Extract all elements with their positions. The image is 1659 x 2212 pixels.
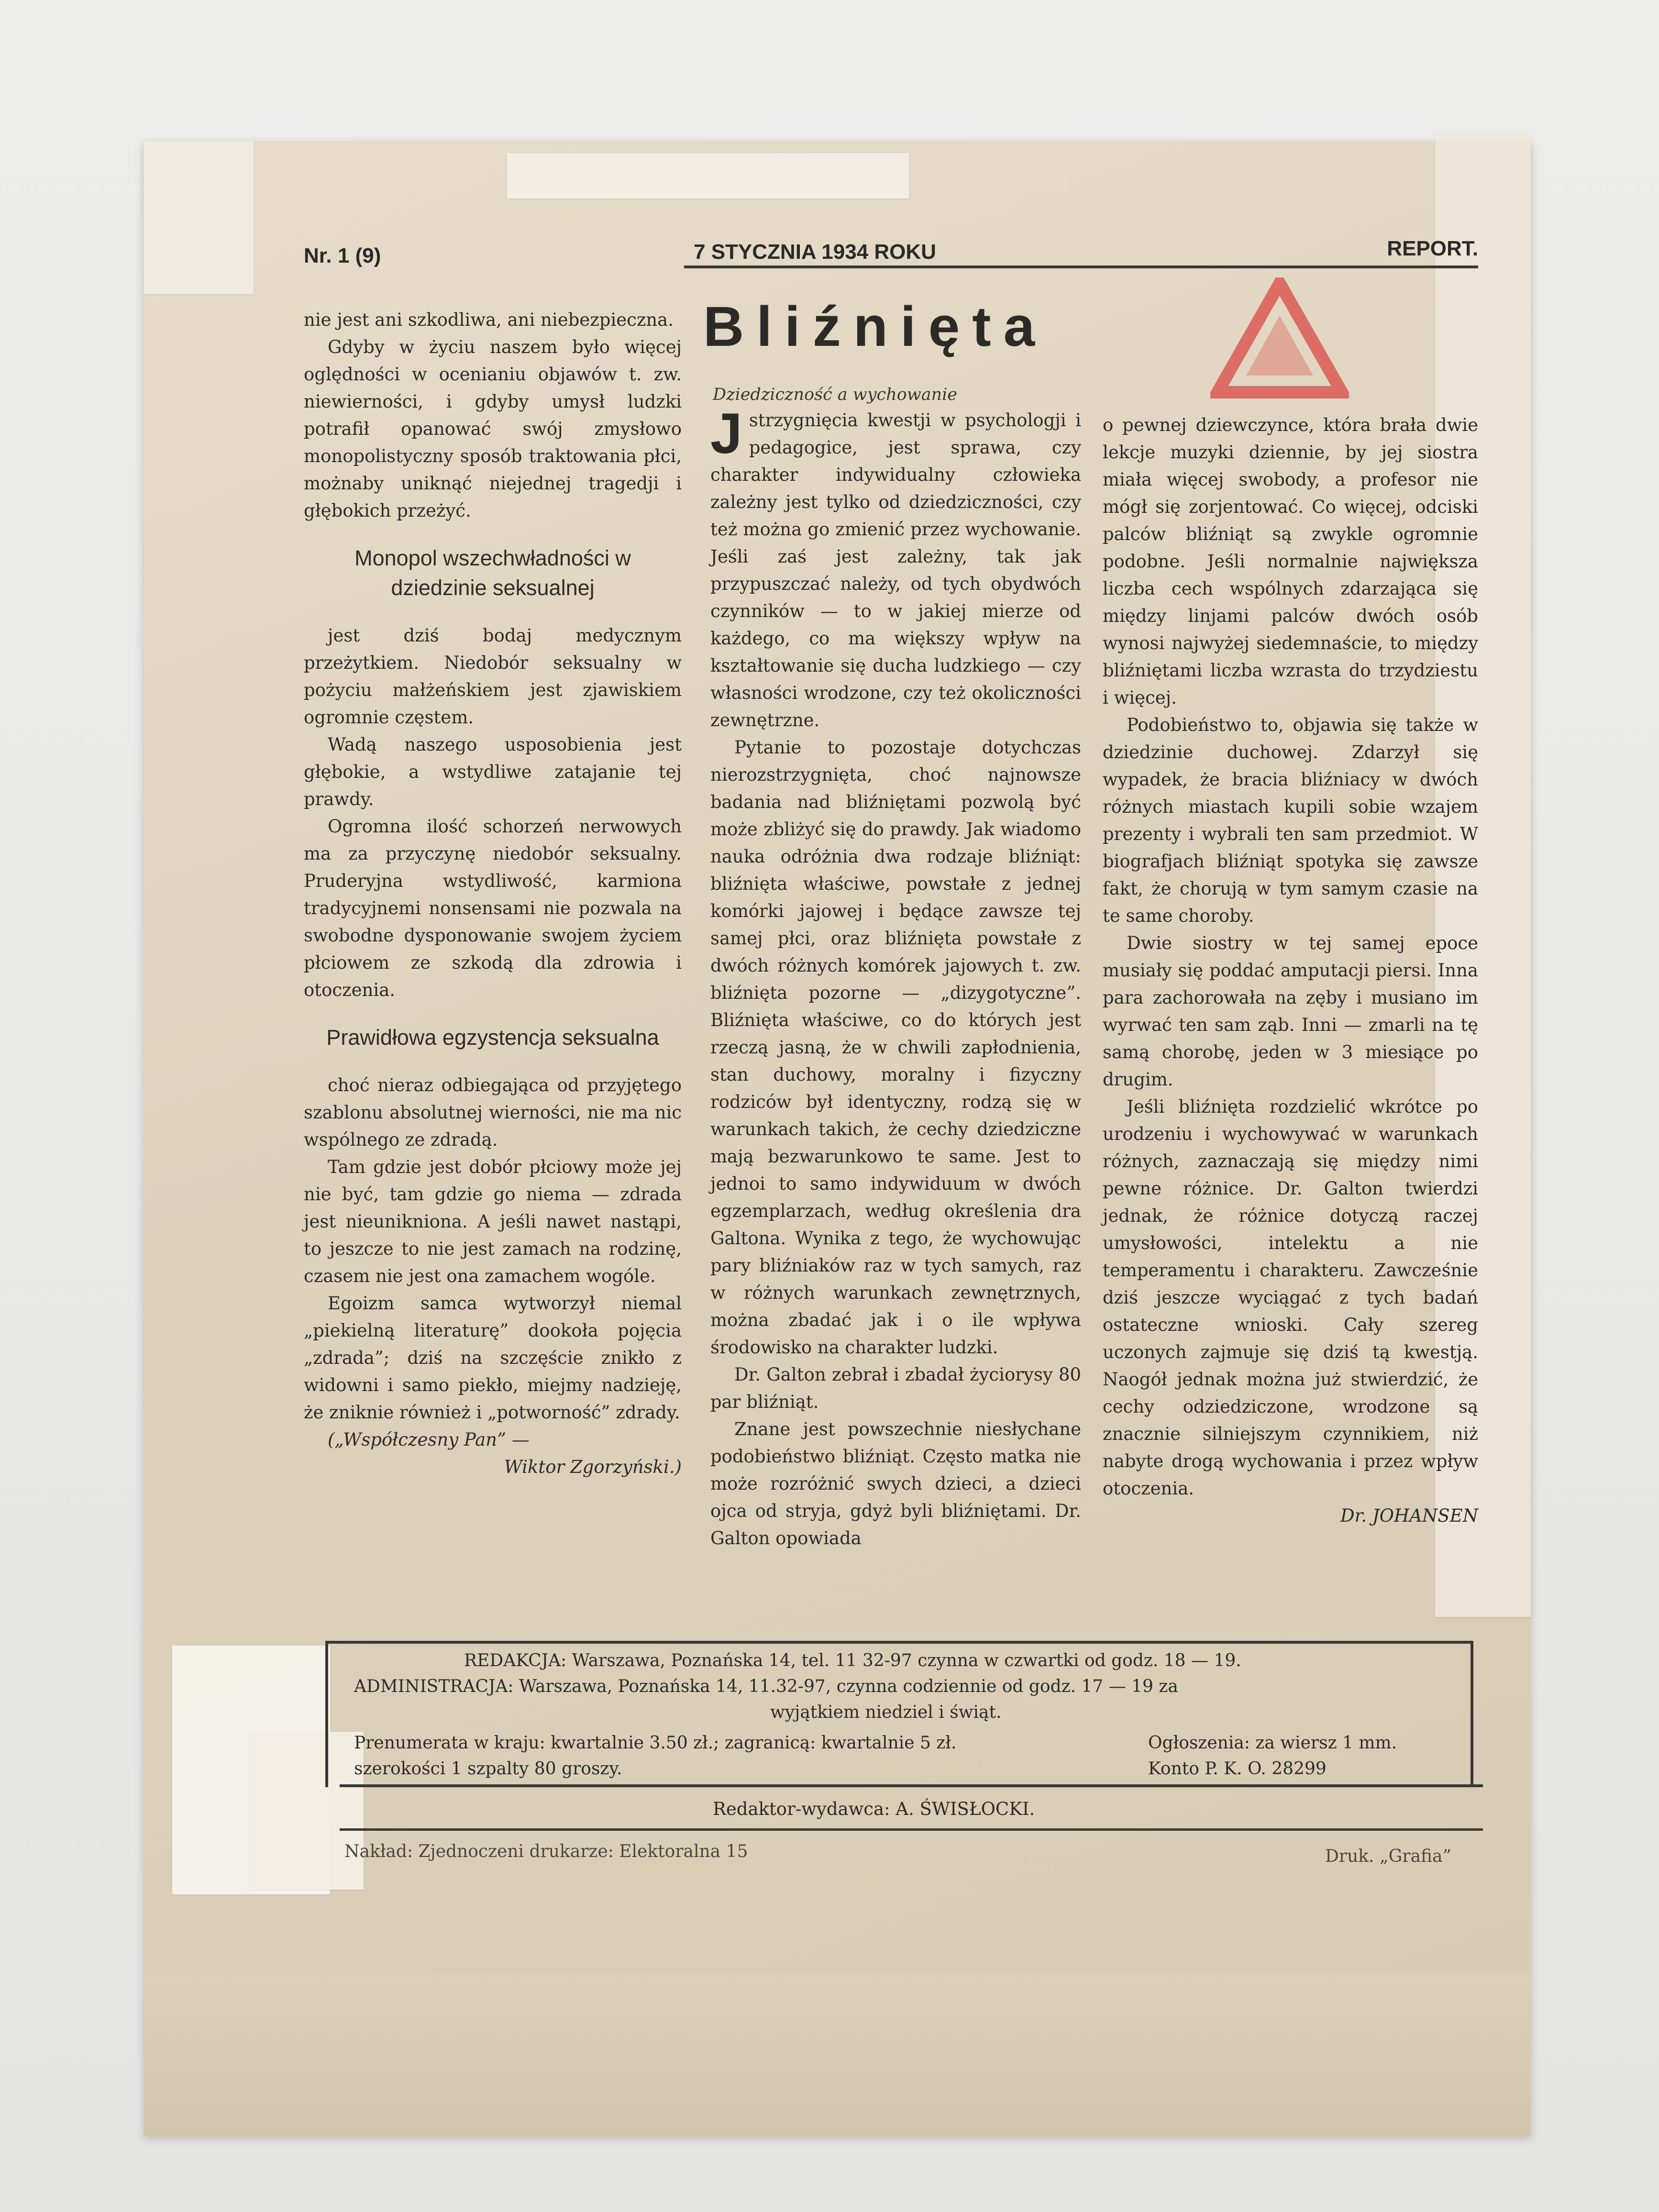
author-signature: Dr. JOHANSEN	[1340, 1505, 1478, 1526]
paragraph: jest dziś bodaj medycznym przeżytkiem. Niedobór seksualny w pożyciu małżeńskiem jest zjawiskiem ogromnie częstem.	[304, 625, 682, 728]
drop-cap: J	[710, 401, 742, 465]
imprint-szerokosci: szerokości 1 szpalty 80 groszy.	[354, 1759, 622, 1779]
publication-name: REPORT.	[1387, 237, 1478, 260]
imprint-administracja: ADMINISTRACJA: Warszawa, Poznańska 14, 11.32-97, czynna codziennie od godz. 17 — 19 za	[354, 1677, 1178, 1696]
paragraph: Gdyby w życiu naszem było więcej oględności w ocenianiu objawów t. zw. niewierności, i gdyby umysł ludzki potrafił opanować swój zmysłowo monopolistyczny sposób traktowania płci, możnaby uniknąć niejednej tragedji i głębokich przeżyć.	[304, 337, 682, 521]
paragraph: Egoizm samca wytworzył niemal „piekielną literaturę” dookoła pojęcia „zdrada”; dziś na szczęście znikło z widowni i samo piekło, miejmy nadzieję, że zniknie również i „potworność” zdrady.	[304, 1293, 682, 1423]
issue-number: Nr. 1 (9)	[304, 244, 381, 267]
source-citation: („Współczesny Pan” —	[328, 1429, 530, 1450]
article-kicker: Dziedziczność a wychowanie	[713, 385, 958, 404]
column-right	[1103, 411, 1478, 1529]
paragraph	[710, 401, 1081, 734]
press-info: Druk. „Grafia”	[1325, 1847, 1451, 1866]
paragraph-text: strzygnięcia kwestji w psychologji i pedagogice, jest sprawa, czy charakter indywidualny człowieka zależny jest tylko od dziedziczności, czy też można go zmienić przez wychowanie. Jeśli zaś jest zależny, tak jak przypuszczać należy, od tych obydwóch czynników — to w jakiej mierze od każdego, co ma większy wpływ na kształtowanie się ducha ludzkiego — czy własności wrodzone, czy też okoliczności zewnętrzne.	[710, 410, 1081, 730]
paragraph: Dr. Galton zebrał i zbadał życiorysy 80 par bliźniąt.	[710, 1364, 1081, 1412]
imprint-right-rule	[1471, 1644, 1473, 1787]
section-heading: Monopol wszechwładności w dziedzinie seksualnej	[354, 546, 631, 600]
paragraph: choć nieraz odbiegająca od przyjętego szablonu absolutnej wierności, nie ma nic wspólnego ze zdradą.	[304, 1075, 682, 1150]
paragraph: Podobieństwo to, objawia się także w dziedzinie duchowej. Zdarzył się wypadek, że bracia bliźniacy w dwóch różnych miastach kupili sobie wzajem prezenty i wybrali ten sam przedmiot. W biografjach bliźniąt spotyka się zawsze fakt, że chorują w tym samym czasie na te same choroby.	[1103, 715, 1478, 926]
imprint-left-rule	[325, 1644, 328, 1787]
imprint-konto: Konto P. K. O. 28299	[1148, 1759, 1327, 1779]
imprint-administracja-cont: wyjątkiem niedziel i świąt.	[770, 1703, 1002, 1722]
paragraph: Jeśli bliźnięta rozdzielić wkrótce po urodzeniu i wychowywać w warunkach różnych, zaznaczają się między nimi pewne różnice. Dr. Galton twierdzi jednak, że różnice dotyczą raczej umysłowości, intelektu a nie temperamentu i charakteru. Zawcześnie dziś jeszcze wyciągać z tych badań ostateczne wnioski. Cały szereg uczonych zajmuje się dziś tą kwestją. Naogół jednak można już stwierdzić, że cechy odziedziczone, wrodzone są znacznie silniejszym czynnikiem, niż nabyte drogą wychowania i przez wpływ otoczenia.	[1103, 1096, 1478, 1499]
imprint-bottom-rule	[340, 1784, 1483, 1787]
issue-date: 7 STYCZNIA 1934 ROKU	[694, 240, 936, 264]
section-heading: Prawidłowa egzystencja seksualna	[326, 1025, 659, 1050]
imprint-box	[325, 1641, 1473, 1787]
printer-info: Nakład: Zjednoczeni drukarze: Elektoralna 15	[344, 1842, 748, 1861]
paragraph: Ogromna ilość schorzeń nerwowych ma za przyczynę niedobór seksualny. Pruderyjna wstydliwość, karmiona tradycyjnemi nonsensami nie pozwala na swobodne dysponowanie swojem życiem płciowem ze szkodą dla zdrowia i otoczenia.	[304, 816, 682, 1000]
editor-rule	[340, 1828, 1483, 1831]
tape-strip-top	[507, 153, 909, 199]
paragraph: Tam gdzie jest dobór płciowy może jej nie być, tam gdzie go niema — zdrada jest nieunikniona. A jeśli nawet nastąpi, to jeszcze to nie jest zamach na rodzinę, czasem nie jest ona zamachem wogóle.	[304, 1157, 682, 1286]
column-middle	[710, 401, 1081, 1552]
imprint-ogloszenia: Ogłoszenia: za wiersz 1 mm.	[1148, 1733, 1397, 1753]
red-stamp-icon	[1210, 277, 1349, 402]
paper-lower-edge	[144, 1971, 1531, 2136]
paragraph: Dwie siostry w tej samej epoce musiały się poddać amputacji piersi. Inna para zachorowała na zęby i musiano im wyrwać ten sam ząb. Inni — zmarli na tę samą chorobę, jeden w 3 miesiące po drugim.	[1103, 933, 1478, 1090]
paragraph: Znane jest powszechnie niesłychane podobieństwo bliźniąt. Często matka nie może rozróżnić swych dzieci, a dzieci ojca od stryja, gdyż byli bliźniętami. Dr. Galton opowiada	[710, 1419, 1081, 1548]
article-title: Bliźnięta	[703, 295, 1048, 358]
paragraph: o pewnej dziewczynce, która brała dwie lekcje muzyki dziennie, by jej siostra miała więcej swobody, a profesor nie mógł się zorjentować. Co więcej, odciski palców bliźniąt są zwykle ogromnie podobne. Jeśli normalnie największa liczba cech wspólnych zdarzająca się między linjami palców dwóch osób wynosi najwyżej siedemnaście, to między bliźniętami liczba wzrasta do trzydziestu i więcej.	[1103, 415, 1478, 708]
imprint-prenumerata: Prenumerata w kraju: kwartalnie 3.50 zł.; zagranicą: kwartalnie 5 zł.	[354, 1733, 957, 1753]
paragraph: nie jest ani szkodliwa, ani niebezpieczna.	[304, 310, 674, 330]
paragraph: Pytanie to pozostaje dotychczas nierozstrzygnięta, choć najnowsze badania nad bliźniętami pozwolą być może zbliżyć się do prawdy. Jak wiadomo nauka odróżnia dwa rodzaje bliźniąt: bliźnięta właściwe, powstałe z jednej komórki jajowej i będące zawsze tej samej płci, oraz bliźnięta powstałe z dwóch różnych komórek jajowych t. zw. bliźnięta pozorne — „dizygotyczne”. Bliźnięta właściwe, co do których jest rzeczą jasną, że w chwili zapłodnienia, stan duchowy, moralny i fizyczny rodziców był identyczny, rodzą się w warunkach takich, że cechy dziedziczne mają bezwarunkowo te same. Jest to jednoi to samo indywiduum w dwóch egzemplarzach, według określenia dra Galtona. Wynika z tego, że wychowując pary bliźniaków raz w tych samych, raz w różnych warunkach zewnętrznych, można zbadać jak i o ile wpływa środowisko na charakter ludzki.	[710, 737, 1081, 1358]
paragraph: Wadą naszego usposobienia jest głębokie, a wstydliwe zatajanie tej prawdy.	[304, 734, 682, 809]
masthead-rule	[684, 265, 1478, 268]
imprint-redakcja: REDAKCJA: Warszawa, Poznańska 14, tel. 11 32-97 czynna w czwartki od godz. 18 — 19.	[464, 1651, 1241, 1670]
column-left	[304, 306, 682, 1481]
masthead	[301, 239, 1478, 268]
tape-corner-top-left	[144, 141, 254, 294]
editor-line: Redaktor-wydawca: A. ŚWISŁOCKI.	[713, 1799, 1035, 1819]
author-signature: Wiktor Zgorzyński.)	[504, 1457, 682, 1477]
